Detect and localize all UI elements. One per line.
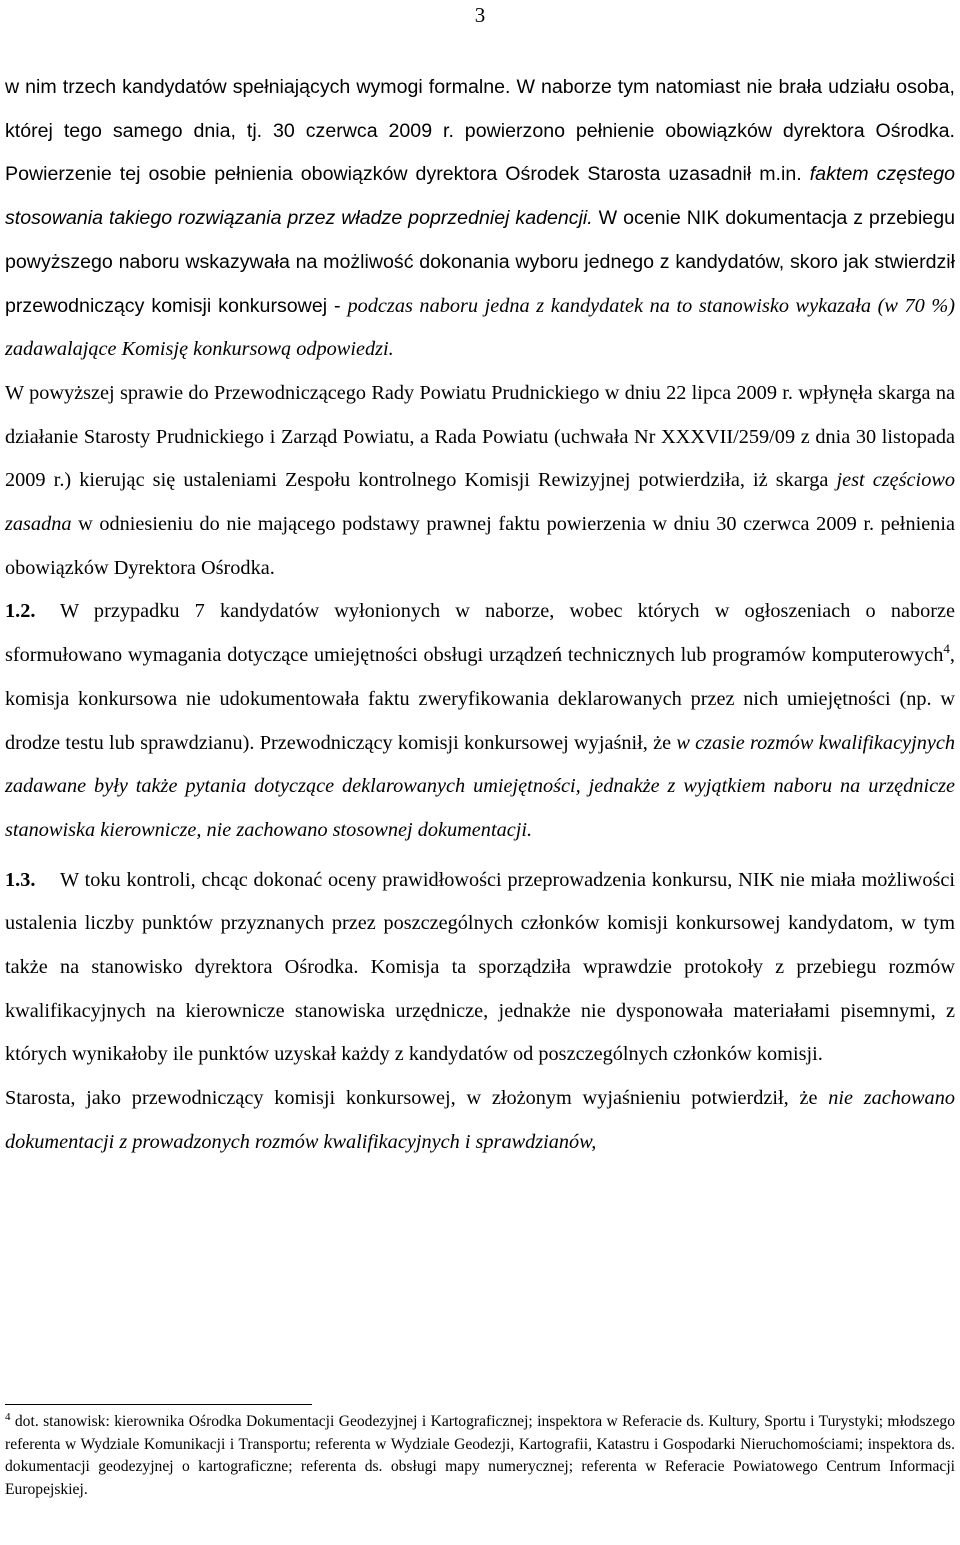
paragraph-text: W przypadku 7 kandydatów wyłonionych w naborze, wobec których w ogłoszeniach o naborze sformułowano wymagania dotyczące umiejętności obsługi urządzeń technicznych lub programów komputerowych — [5, 600, 955, 667]
paragraph-skarga — [5, 372, 955, 591]
paragraph-naboru — [5, 66, 955, 372]
paragraph-text: , komisja konkursowa nie udokumentowała faktu zweryfikowania deklarowanych przez nich umiejętności (np. w drodze testu lub sprawdzianu). Przewodniczący komisji konkursowej wyjaśnił, że — [5, 644, 955, 754]
italic-quote: podczas naboru jedna z kandydatek na to stanowisko wykazała (w 70 %) zadawalające Komisję konkursową odpowiedzi. — [5, 294, 955, 361]
footnote-separator — [5, 1404, 312, 1405]
paragraph-text: W powyższej sprawie do Przewodniczącego Rady Powiatu Prudnickiego w dniu 22 lipca 2009 r. wpłynęła skarga na działanie Starosty Prudnickiego i Zarząd Powiatu, a Rada Powiatu (uchwała Nr XXXVII/259/09 z dnia 30 listopada 2009 r.) kierując się ustaleniami Zespołu kontrolnego Komisji Rewizyjnej potwierdziła, iż skarga — [5, 381, 955, 492]
footnote-body: dot. stanowisk: kierownika Ośrodka Dokumentacji Geodezyjnej i Kartograficznej; inspektora w Referacie ds. Kultury, Sportu i Turystyki; młodszego referenta w Wydziale Komunikacji i Transportu; referenta w Wydziale Geodezji, Kartografii, Katastru i Gospodarki Nieruchomościami; inspektora ds. dokumentacji geodezyjnej o kartograficzne; referenta ds. obsługi mapy numerycznej; referenta w Referacie Powiatowego Centrum Informacji Europejskiej. — [5, 1413, 955, 1499]
paragraph-text: W ocenie NIK dokumentacja z przebiegu powyższego naboru wskazywała na możliwość dokonania wyboru jednego z kandydatów, skoro jak stwierdził przewodniczący komisji konkursowej - — [5, 207, 955, 317]
section-number: 1.2. — [5, 600, 36, 623]
paragraph-1-2 — [5, 590, 955, 852]
paragraph-text: W toku kontroli, chcąc dokonać oceny prawidłowości przeprowadzenia konkursu, NIK nie miała możliwości ustalenia liczby punktów przyznanych przez poszczególnych członków komisji konkursowej kandydatom, w tym także na stanowisko dyrektora Ośrodka. Komisja ta sporządziła wprawdzie protokoły z przebiegu rozmów kwalifikacyjnych na kierownicze stanowiska urzędnicze, jednakże nie dysponowała materiałami pisemnymi, z których wynikałoby ile punktów uzyskał każdy z kandydatów od poszczególnych członków komisji. — [5, 868, 955, 1066]
footnote-text — [5, 1411, 955, 1502]
paragraph-text: w nim trzech kandydatów spełniających wymogi formalne. W naborze tym natomiast nie brała udziału osoba, której tego samego dnia, tj. 30 czerwca 2009 r. powierzono pełnienie obowiązków dyrektora Ośrodka. Powierzenie tej osobie pełnienia obowiązków dyrektora Ośrodek Starosta uzasadnił m.in. — [5, 76, 955, 186]
paragraph-text: w odniesieniu do nie mającego podstawy prawnej faktu powierzenia w dniu 30 czerwca 2009 r. pełnienia obowiązków Dyrektora Ośrodka. — [5, 513, 955, 579]
paragraph-1-3 — [5, 859, 955, 1078]
italic-quote: jest częściowo zasadna — [5, 469, 955, 536]
footnote — [5, 1411, 955, 1502]
italic-quote: nie zachowano dokumentacji z prowadzonych rozmów kwalifikacyjnych i sprawdzianów, — [5, 1087, 955, 1153]
paragraph-starosta — [5, 1077, 955, 1164]
section-number: 1.3. — [5, 868, 36, 891]
footnote-marker: 4 — [5, 1410, 11, 1423]
paragraph-text: Starosta, jako przewodniczący komisji konkursowej, w złożonym wyjaśnieniu potwierdził, że — [5, 1087, 829, 1110]
italic-quote: faktem częstego stosowania takiego rozwiązania przez władze poprzedniej kadencji. — [5, 163, 956, 230]
footnote-reference: 4 — [943, 641, 950, 657]
body-text — [5, 66, 955, 1165]
page-number: 3 — [474, 3, 486, 27]
italic-quote: w czasie rozmów kwalifikacyjnych zadawane były także pytania dotyczące deklarowanych umiejętności, jednakże z wyjątkiem naboru na urzędnicze stanowiska kierownicze, nie zachowano stosownej dokumentacji. — [5, 731, 955, 841]
